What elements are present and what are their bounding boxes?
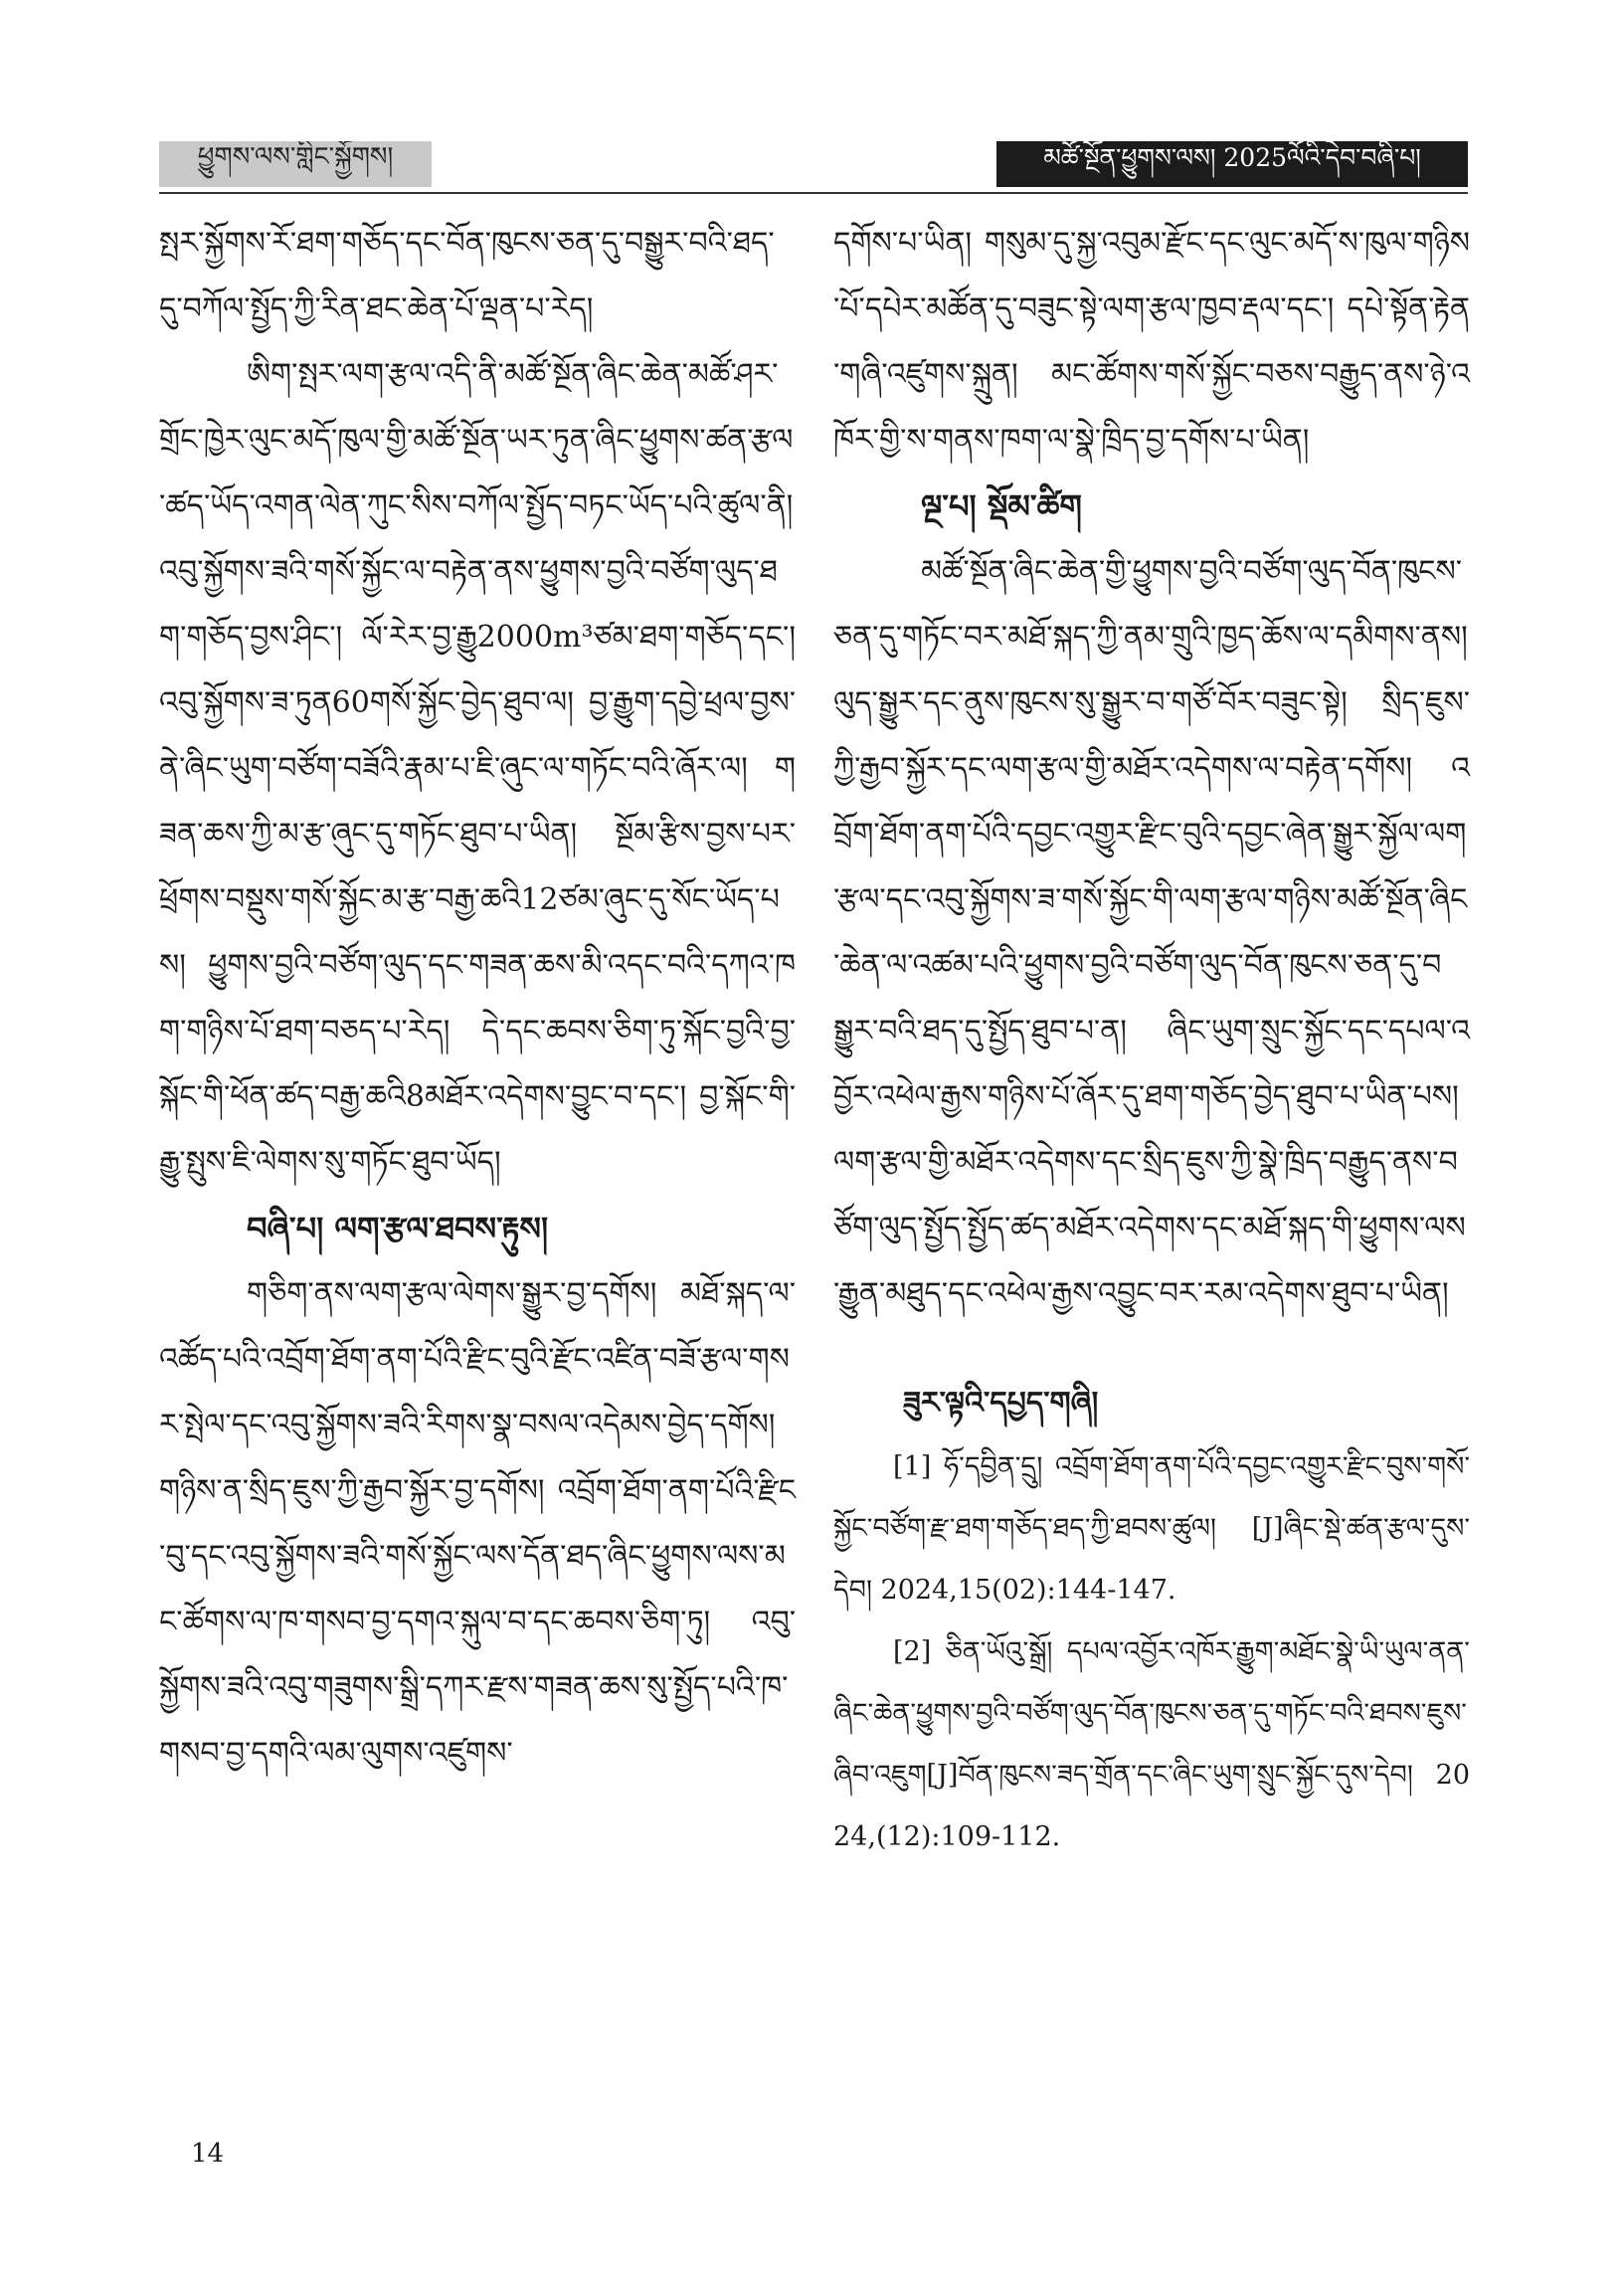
journal-title: མཚོ་སྔོན་ཕྱུགས་ལས། 2025ལོའི་དེབ་བཞི་པ། xyxy=(1043,142,1421,172)
right-column xyxy=(833,211,1470,1868)
reference-item xyxy=(833,1621,1470,1868)
section-title: ཕྱུགས་ལས་གླིང་སྐྱོགས། xyxy=(197,141,394,172)
paragraph: སྤར་སྐྱོགས་རོ་ཐག་གཅོད་དང་བོན་ཁུངས་ཅན་དུ་བསྒྱུར་བའི་ཐད་དུ་བཀོལ་སྤྱོད་ཀྱི་རིན་ཐང་ཆེན་པོ་ལྡན་པ་རེད། xyxy=(159,226,775,326)
page-number: 14 xyxy=(191,2139,225,2169)
running-header-left xyxy=(159,141,432,187)
paragraph: དགོས་པ་ཡིན། གསུམ་དུ་སྐྱ་འབུམ་རྫོང་དང་ལུང་མདོ་ས་ཁུལ་གཉིས་པོ་དཔེར་མཚོན་དུ་བཟུང་སྟེ་ལག་རྩལ་ཁྱབ་རྡལ་དང་། དཔེ་སྟོན་རྟེན་གཞི་འཛུགས་སྐྲུན། མང་ཚོགས་གསོ་སྐྱོང་བཅས་བརྒྱུད་ནས་ཉེ་འཁོར་གྱི་ས་གནས་ཁག་ལ་སྣེ་ཁྲིད་བྱ་དགོས་པ་ཡིན། xyxy=(833,226,1470,458)
left-column xyxy=(159,211,796,1787)
paragraph: མཚོ་སྔོན་ཞིང་ཆེན་གྱི་ཕྱུགས་བྱའི་བཙོག་ལུད་བོན་ཁུངས་ཅན་དུ་གཏོང་བར་མཐོ་སྐད་ཀྱི་ནམ་གྲུའི་ཁྱད་ཆོས་ལ་དམིགས་ནས། ལུད་སྒྱུར་དང་ནུས་ཁུངས་སུ་སྒྱུར་བ་གཙོ་བོར་བཟུང་སྟེ། སྲིད་ཇུས་ཀྱི་རྒྱབ་སྐྱོར་དང་ལག་རྩལ་གྱི་མཐོར་འདེགས་ལ་བརྟེན་དགོས། འབྲོག་ཐོག་ནག་པོའི་དབྱང་འགྱུར་རྫིང་བུའི་དབྱང་ཞེན་སྒྱུར་སྐྱོལ་ལག་རྩལ་དང་འབུ་སྐྱོགས་ཟ་གསོ་སྐྱོང་གི་ལག་རྩལ་གཉིས་མཚོ་སྔོན་ཞིང་ཆེན་ལ་འཚམ་པའི་ཕྱུགས་བྱའི་བཙོག་ལུད་བོན་ཁུངས་ཅན་དུ་བསྒྱུར་བའི་ཐད་དུ་སྤྱོད་ཐུབ་པ་ན། ཞིང་ཡུག་སྲུང་སྐྱོང་དང་དཔལ་འབྱོར་འཕེལ་རྒྱས་གཉིས་པོ་ཞོར་དུ་ཐག་གཅོད་བྱེད་ཐུབ་པ་ཡིན་པས། ལག་རྩལ་གྱི་མཐོར་འདེགས་དང་སྲིད་ཇུས་ཀྱི་སྣེ་ཁྲིད་བརྒྱུད་ནས་བཙོག་ལུད་སྤྱོད་སྤྱོད་ཚད་མཐོར་འདེགས་དང་མཐོ་སྐད་གི་ཕྱུགས་ལས་རྒྱུན་མཐུད་དང་འཕེལ་རྒྱས་འབྱུང་བར་རམ་འདེགས་ཐུབ་པ་ཡིན། xyxy=(833,554,1470,1311)
reference-number: [2] xyxy=(893,1636,932,1667)
reference-item xyxy=(833,1436,1470,1621)
paragraph: གཅིག་ནས་ལག་རྩལ་ལེགས་སྒྱུར་བྱ་དགོས། མཐོ་སྐད་ལ་འཚོད་པའི་འབྲོག་ཐོག་ནག་པོའི་རྫིང་བུའི་རྫོང་འཛིན་བཟོ་རྩལ་གསར་སྤེལ་དང་འབུ་སྐྱོགས་ཟའི་རིགས་སྣ་བསལ་འདེམས་བྱེད་དགོས། གཉིས་ན་སྲིད་ཇུས་ཀྱི་རྒྱབ་སྐྱོར་བྱ་དགོས། འབྲོག་ཐོག་ནག་པོའི་རྫིང་བུ་དང་འབུ་སྐྱོགས་ཟའི་གསོ་སྐྱོང་ལས་དོན་ཐད་ཞིང་ཕྱུགས་ལས་མང་ཚོགས་ལ་ཁ་གསབ་བྱ་དགའ་སྐུལ་བ་དང་ཆབས་ཅིག་ཏུ། འབུ་སྐྱོགས་ཟའི་འབུ་གཟུགས་སྒྲི་དཀར་རྫས་གཟན་ཆས་སུ་སྤྱོད་པའི་ཁ་གསབ་བྱ་དགའི་ལམ་ལུགས་འཛུགས་ xyxy=(159,1276,796,1771)
section-heading: ལྔ་པ། སྡོམ་ཚིག xyxy=(921,487,1082,525)
running-header-right xyxy=(996,141,1468,187)
section-heading: བཞི་པ། ལག་རྩལ་ཐབས་རྟུས། xyxy=(247,1210,549,1247)
header-rule xyxy=(159,192,1468,194)
reference-number: [1] xyxy=(893,1451,932,1482)
reference-text: ཅིན་ཡོའུ་སྒྲོ། དཔལ་འབྱོར་འཁོར་རྒྱུག་མཐོང་སྣེ་ཡི་ཡུལ་ནན་ཞིང་ཆེན་ཕྱུགས་བྱའི་བཙོག་ལུད་བོན་ཁུངས་ཅན་དུ་གཏོང་བའི་ཐབས་ཇུས་ཞིབ་འཇུག[J]བོན་ཁུངས་ཟད་གྲོན་དང་ཞིང་ཡུག་སྲུང་སྐྱོང་དུས་དེབ། 2024,(12):109-112. xyxy=(833,1636,1470,1852)
paragraph: ཨིག་སྤར་ལག་རྩལ་འདི་ནི་མཚོ་སྔོན་ཞིང་ཆེན་མཚོ་ཤར་གྲོང་ཁྱེར་ལུང་མདོ་ཁུལ་གྱི་མཚོ་སྔོན་ཡར་ཏུན་ཞིང་ཕྱུགས་ཚན་རྩལ་ཚད་ཡོད་འགན་ལེན་ཀུང་སིས་བཀོལ་སྤྱོད་བཏང་ཡོད་པའི་ཚུལ་ནི། འབུ་སྐྱོགས་ཟའི་གསོ་སྐྱོང་ལ་བརྟེན་ནས་ཕྱུགས་བྱའི་བཙོག་ལུད་ཐག་གཅོད་བྱས་ཤིང་། ལོ་རེར་བྱ་རྒྱུ2000m³ཙམ་ཐག་གཅོད་དང་། འབུ་སྐྱོགས་ཟ་ཏུན60གསོ་སྐྱོང་བྱེད་ཐུབ་ལ། བྱ་རྒྱུག་དབྱེ་ཕྲལ་བྱས་ནེ་ཞིང་ཡུག་བཙོག་བཟོའི་རྣམ་པ་ཇི་ཞུང་ལ་གཏོང་བའི་ཞོར་ལ། གཟན་ཆས་ཀྱི་མ་རྩ་ཞུང་དུ་གཏོང་ཐུབ་པ་ཡིན། སྔོམ་རྩིས་བྱས་པར་ཕྲོགས་བསྡུས་གསོ་སྐྱོང་མ་རྩ་བརྒྱ་ཆའི12ཙམ་ཞུང་དུ་སོང་ཡོད་པས། ཕྱུགས་བྱའི་བཙོག་ལུད་དང་གཟན་ཆས་མི་འདང་བའི་དཀའ་ཁག་གཉིས་པོ་ཐག་བཅད་པ་རེད། དེ་དང་ཆབས་ཅིག་ཏུ་སྐོང་བྱའི་བྱ་སྐོང་གི་ཕོན་ཚད་བརྒྱ་ཆའི8མཐོར་འདེགས་བྱུང་བ་དང་། བྱ་སྐོང་གི་རྒྱུ་སྤུས་ཇི་ལེགས་སུ་གཏོང་ཐུབ་ཡོད། xyxy=(159,357,796,1180)
reference-text: ཧོ་དབྱིན་དྲུ། འབྲོག་ཐོག་ནག་པོའི་དབྱང་འགྱུར་རྫིང་བུས་གསོ་སྐྱོང་བཙོག་རྫ་ཐག་གཅོད་ཐད་ཀྱི་ཐབས་ཚུལ། [J]ཞིང་སྡེ་ཚན་རྩལ་དུས་དེབ། 2024,15(02):144-147. xyxy=(833,1451,1470,1606)
references-heading: ཟུར་ལྟའི་དཔྱད་གཞི། xyxy=(903,1386,1099,1421)
